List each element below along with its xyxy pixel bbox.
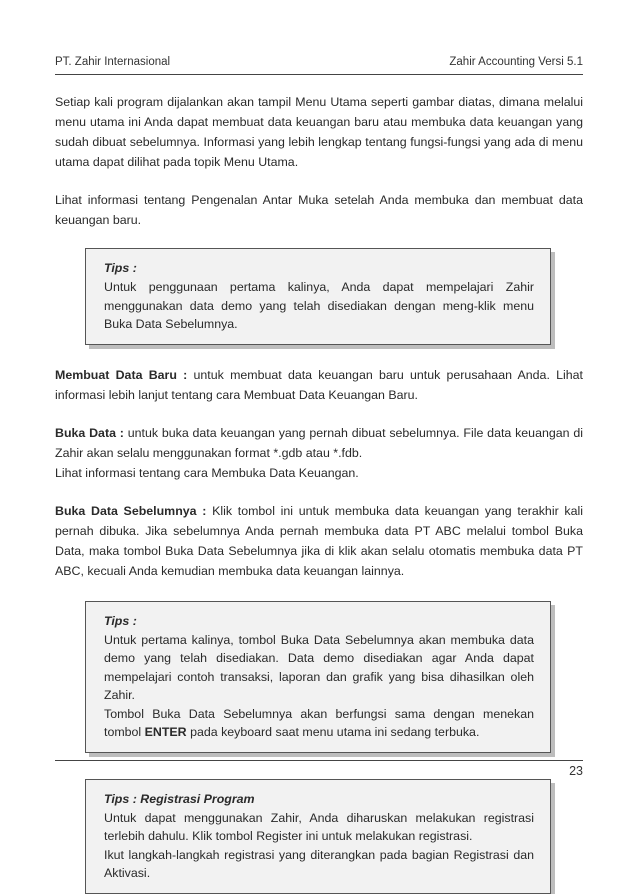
page-body [55, 92, 583, 894]
section-open-link-text: Lihat informasi tentang cara Membuka Data Keuangan. [55, 465, 359, 480]
footer-divider [55, 760, 583, 761]
header-company: PT. Zahir Internasional [55, 56, 171, 68]
page-header [55, 56, 583, 68]
tip-body: Untuk pertama kalinya, tombol Buka Data Sebelumnya akan membuka data demo yang telah disediakan. Data demo disediakan agar Anda dapat mempelajari contoh transaksi, laporan dan grafik yang bisa dihasilkan oleh Zahir. [104, 632, 534, 702]
intro-paragraph: Setiap kali program dijalankan akan tampil Menu Utama seperti gambar diatas, dimana melalui menu utama ini Anda dapat membuat data keuangan baru atau membuka data keuangan yang sudah dibuat sebelumnya. Informasi yang lebih lengkap tentang fungsi-fungsi yang ada di menu utama dapat dilihat pada topik Menu Utama. [55, 95, 583, 169]
tip-title: Tips : Registrasi Program [104, 791, 255, 806]
tip-box-demo [85, 248, 551, 345]
section-open-label: Buka Data : [55, 425, 124, 440]
section-prev-label: Buka Data Sebelumnya : [55, 503, 207, 518]
tip-title: Tips : [104, 613, 137, 628]
tip-box-registration [85, 779, 551, 894]
section-new-data [55, 365, 583, 405]
tip-title: Tips : [104, 261, 137, 275]
section-prev-text: Klik tombol ini untuk membuka data keuangan yang terakhir kali pernah dibuka. Jika sebelumnya Anda pernah membuka data PT ABC melalui tombol Buka Data, maka tombol Buka Data Sebelumnya jika di klik akan selalu otomatis membuka data PT ABC, kecuali Anda kemudian membuka data keuangan lainnya. [55, 503, 583, 578]
section-new-label: Membuat Data Baru : [55, 367, 188, 382]
section-new-text: untuk membuat data keuangan baru untuk perusahaan Anda. Lihat informasi lebih lanjut tentang cara Membuat Data Keuangan Baru. [55, 367, 583, 402]
section-open-text: untuk buka data keuangan yang pernah dibuat sebelumnya. File data keuangan di Zahir akan selalu menggunakan format *.gdb atau *.fdb. [55, 425, 583, 460]
tip-body-enter: Tombol Buka Data Sebelumnya akan berfungsi sama dengan menekan tombol ENTER pada keyboard saat menu utama ini sedang terbuka. [104, 706, 534, 739]
tip-body: Untuk dapat menggunakan Zahir, Anda diharuskan melakukan registrasi terlebih dahulu. Klik tombol Register ini untuk melakukan registrasi. [104, 810, 534, 843]
page-number: 23 [569, 764, 583, 778]
tip-body: Untuk penggunaan pertama kalinya, Anda dapat mempelajari Zahir menggunakan data demo yang telah disediakan dengan meng-klik menu Buka Data Sebelumnya. [104, 280, 534, 331]
header-divider [55, 74, 583, 75]
interface-info-paragraph: Lihat informasi tentang Pengenalan Antar Muka setelah Anda membuka dan membuat data keuangan baru. [55, 193, 583, 227]
tip-box-previous [85, 601, 551, 753]
section-open-data [55, 423, 583, 483]
enter-key-label: ENTER [144, 725, 187, 739]
header-product: Zahir Accounting Versi 5.1 [449, 56, 583, 68]
tip-body-steps: Ikut langkah-langkah registrasi yang diterangkan pada bagian Registrasi dan Aktivasi. [104, 847, 534, 880]
section-previous-data [55, 501, 583, 581]
